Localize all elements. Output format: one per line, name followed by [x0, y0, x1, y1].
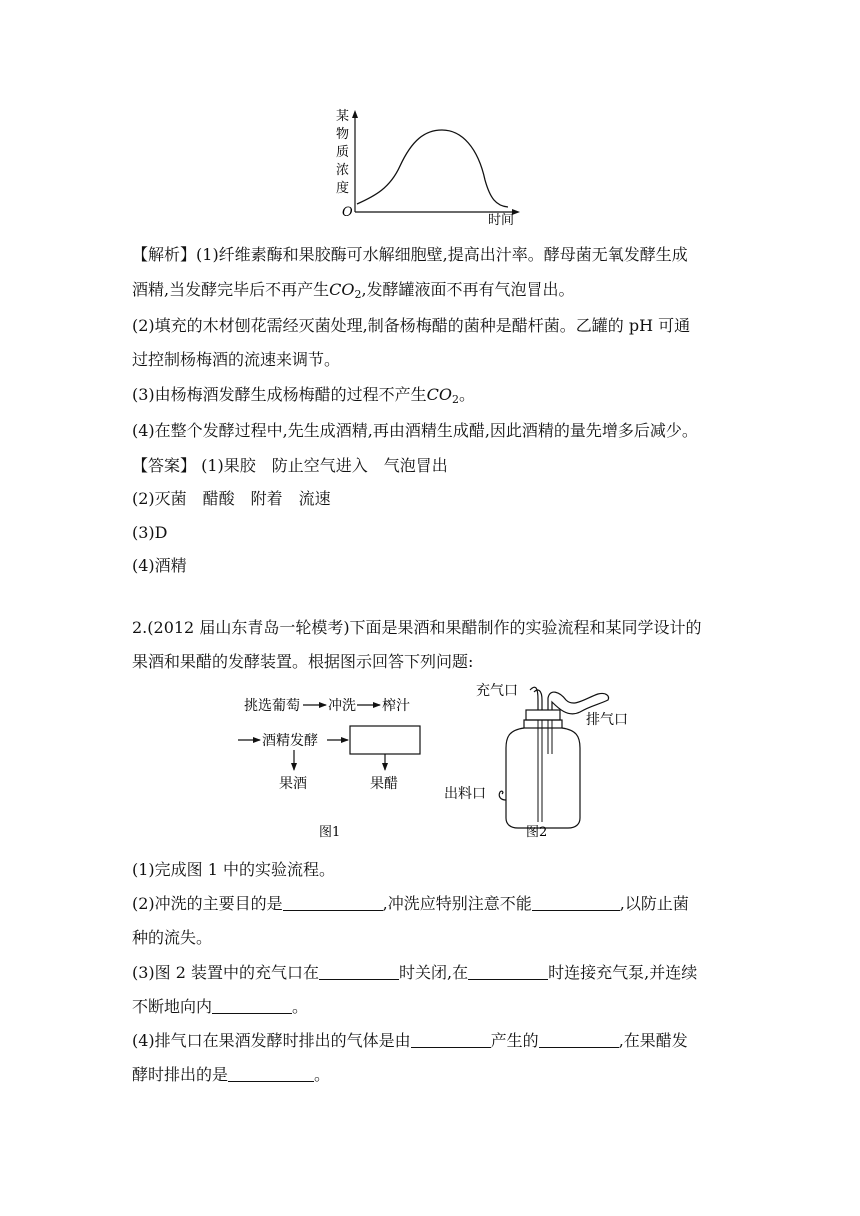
graph-ylabel-5: 度 [336, 181, 350, 196]
q2-s4-text-1: (4)排气口在果酒发酵时排出的气体是由 [132, 1031, 411, 1050]
analysis-line-2 [132, 279, 575, 306]
flow-wash: 冲洗 [328, 698, 356, 714]
label-exhaust: 排气口 [586, 712, 628, 728]
analysis-tag: 【解析】 [132, 245, 197, 264]
q2-s2-text-2: ,冲洗应特别注意不能 [382, 894, 532, 913]
q2-s3-text-1: (3)图 2 装置中的充气口在 [132, 963, 320, 982]
answer-a4: (4)酒精 [132, 556, 187, 575]
q2-s3-line-1 [132, 962, 697, 984]
q2-s2-text-4: 种的流失。 [132, 928, 213, 947]
flow-ferment: 酒精发酵 [262, 733, 318, 749]
analysis-p2a: (2)填充的木材刨花需经灭菌处理,制备杨梅醋的菌种是醋杆菌。乙罐的 pH 可通 [132, 316, 691, 335]
graph-xlabel: 时间 [488, 213, 515, 228]
q2-s3-line-2 [132, 996, 308, 1018]
q2-s2-line-2 [132, 927, 212, 949]
co2-subscript: 2 [354, 288, 362, 301]
answer-line-2 [132, 488, 331, 510]
flow-juice: 榨汁 [382, 698, 410, 714]
label-outlet: 出料口 [444, 786, 486, 802]
q2-s4-line-2 [132, 1064, 330, 1086]
q2-s4-text-2: 产生的 [490, 1031, 539, 1050]
q2-s3-text-2: 时关闭,在 [399, 963, 469, 982]
q2-intro-a: 2.(2012 届山东青岛一轮模考)下面是果酒和果醋制作的实验流程和某同学设计的 [132, 618, 702, 637]
answer-line-1 [132, 455, 448, 477]
q2-s2-text-1: (2)冲洗的主要目的是 [132, 894, 283, 913]
q2-intro-b: 果酒和果醋的发酵装置。根据图示回答下列问题: [132, 652, 474, 671]
graph-origin: O [342, 205, 353, 220]
graph-curve [357, 130, 508, 207]
analysis-p2b: 过控制杨梅酒的流速来调节。 [132, 350, 341, 369]
answer-blank-4b[interactable] [539, 1031, 619, 1048]
stopper [526, 710, 560, 720]
co2-formula-2: CO [426, 385, 453, 404]
analysis-line-4 [132, 349, 340, 371]
q2-s3-text-3: 时连接充气泵,并连续 [548, 963, 698, 982]
q2-s4-text-4: 酵时排出的是 [132, 1065, 229, 1084]
bottle-body [506, 728, 580, 828]
analysis-p3-pre: (3)由杨梅酒发酵生成杨梅醋的过程不产生 [132, 385, 427, 404]
analysis-p3-post: 。 [459, 385, 476, 404]
flow-wine: 果酒 [279, 776, 307, 792]
flow-pick: 挑选葡萄 [244, 698, 300, 714]
neck [524, 720, 562, 728]
q2-s2-line-1 [132, 893, 689, 915]
analysis-p1b-pre: 酒精,当发酵完毕后不再产生 [132, 280, 330, 299]
co2-formula: CO [329, 280, 355, 299]
q2-s3-text-5: 。 [292, 997, 309, 1016]
q2-s1 [132, 859, 335, 881]
graph-ylabel-4: 浓 [336, 163, 350, 178]
answer-blank-3c[interactable] [212, 997, 292, 1014]
answer-blank-2a[interactable] [283, 894, 383, 911]
q2-s1-text: (1)完成图 1 中的实验流程。 [132, 860, 336, 879]
answer-blank-3b[interactable] [468, 963, 548, 980]
answer-line-4 [132, 555, 187, 577]
graph-ylabel-3: 质 [336, 145, 350, 160]
flow-vinegar: 果醋 [370, 776, 398, 792]
analysis-line-1 [132, 244, 688, 266]
answer-blank-2b[interactable] [532, 894, 620, 911]
q2-s3-text-4: 不断地向内 [132, 997, 213, 1016]
answer-a1: (1)果胶 防止空气进入 气泡冒出 [196, 456, 448, 475]
figure-1-flowchart [230, 688, 440, 848]
q2-intro-line-2 [132, 651, 473, 673]
answer-blank-4c[interactable] [228, 1065, 314, 1082]
analysis-p1b-post: ,发酵罐液面不再有气泡冒出。 [361, 280, 575, 299]
answer-a2: (2)灭菌 醋酸 附着 流速 [132, 489, 331, 508]
figure-2-apparatus [440, 678, 670, 848]
answer-blank-3a[interactable] [319, 963, 399, 980]
answer-a3: (3)D [132, 523, 168, 542]
q2-s4-text-3: ,在果醋发 [618, 1031, 688, 1050]
figure-1-caption: 图1 [319, 825, 341, 840]
q2-s4-text-5: 。 [314, 1065, 331, 1084]
q2-s4-line-1 [132, 1030, 688, 1052]
label-inlet: 充气口 [476, 683, 518, 699]
analysis-line-5 [132, 384, 475, 411]
answer-blank-4a[interactable] [411, 1031, 491, 1048]
analysis-p4: (4)在整个发酵过程中,先生成酒精,再由酒精生成醋,因此酒精的量先增多后减少。 [132, 421, 698, 440]
concentration-graph [330, 100, 530, 230]
analysis-line-3 [132, 315, 690, 337]
figure-2-caption: 图2 [526, 825, 548, 840]
graph-ylabel-1: 某 [336, 109, 350, 124]
q2-s2-text-3: ,以防止菌 [619, 894, 689, 913]
outlet-spout [499, 791, 506, 800]
analysis-p1a: (1)纤维素酶和果胶酶可水解细胞壁,提高出汁率。酵母菌无氧发酵生成 [196, 245, 688, 264]
flow-blank-box [350, 726, 420, 754]
graph-ylabel-2: 物 [336, 127, 350, 142]
graph-y-arrow [352, 110, 358, 118]
answer-tag: 【答案】 [132, 456, 197, 475]
q2-intro-line-1 [132, 617, 702, 639]
answer-line-3 [132, 522, 168, 544]
analysis-line-6 [132, 420, 698, 442]
co2-subscript-2: 2 [452, 393, 460, 406]
